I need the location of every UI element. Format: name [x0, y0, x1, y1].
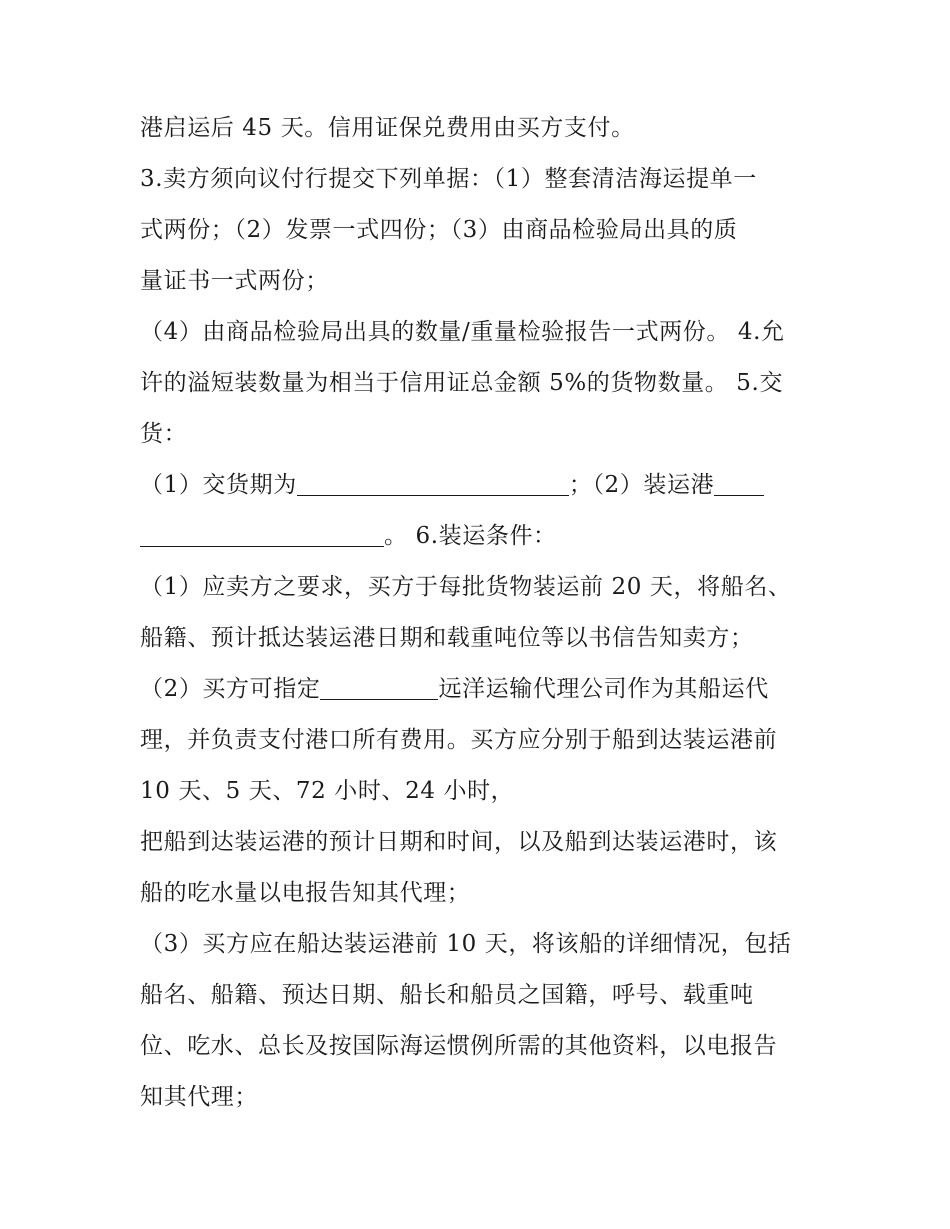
text-line-13: 理，并负责支付港口所有费用。买方应分别于船到达装运港前 [140, 727, 778, 753]
text-line-12 [140, 664, 820, 715]
text-line-11: 船籍、预计抵达装运港日期和载重吨位等以书信告知卖方； [140, 625, 754, 651]
loading-port-label: ；（2）装运港 [568, 472, 715, 498]
text-line-6: 许的溢短装数量为相当于信用证总金额 5%的货物数量。 5.交 [140, 370, 784, 396]
text-line-16: 船的吃水量以电报告知其代理； [140, 880, 471, 906]
text-line-14: 10 天、5 天、72 小时、24 小时， [140, 778, 515, 804]
text-line-18: 船名、船籍、预达日期、船长和船员之国籍，呼号、载重吨 [140, 982, 754, 1008]
text-line-7: 货： [140, 421, 188, 447]
delivery-period-label: （1）交货期为 [140, 472, 297, 498]
text-line-8 [140, 460, 820, 511]
document-body [140, 103, 820, 1123]
text-line-10: （1）应卖方之要求，买方于每批货物装运前 20 天，将船名、 [140, 574, 792, 600]
shipping-terms-heading: 。 6.装运条件： [384, 523, 557, 549]
agent-clause-label: （2）买方可指定 [140, 676, 321, 702]
text-line-19: 位、吃水、总长及按国际海运惯例所需的其他资料，以电报告 [140, 1033, 778, 1059]
text-line-5: （4）由商品检验局出具的数量/重量检验报告一式两份。 4.允 [140, 319, 785, 345]
text-line-3: 式两份；（2）发票一式四份；（3）由商品检验局出具的质 [140, 217, 738, 243]
text-line-20: 知其代理； [140, 1084, 258, 1110]
text-line-4: 量证书一式两份； [140, 268, 329, 294]
agent-clause-rest: 远洋运输代理公司作为其船运代 [438, 676, 769, 702]
text-line-17: （3）买方应在船达装运港前 10 天，将该船的详细情况，包括 [140, 931, 792, 957]
text-line-1: 港启运后 45 天。信用证保兑费用由买方支付。 [140, 115, 635, 141]
text-line-2: 3.卖方须向议付行提交下列单据：（1）整套清洁海运提单一 [140, 166, 757, 192]
loading-port-blank-start [714, 495, 764, 496]
loading-port-blank-end [140, 546, 384, 547]
shipping-agent-blank [320, 699, 438, 700]
delivery-period-blank [297, 495, 569, 496]
text-line-15: 把船到达装运港的预计日期和时间，以及船到达装运港时，该 [140, 829, 778, 855]
text-line-9 [140, 511, 820, 562]
